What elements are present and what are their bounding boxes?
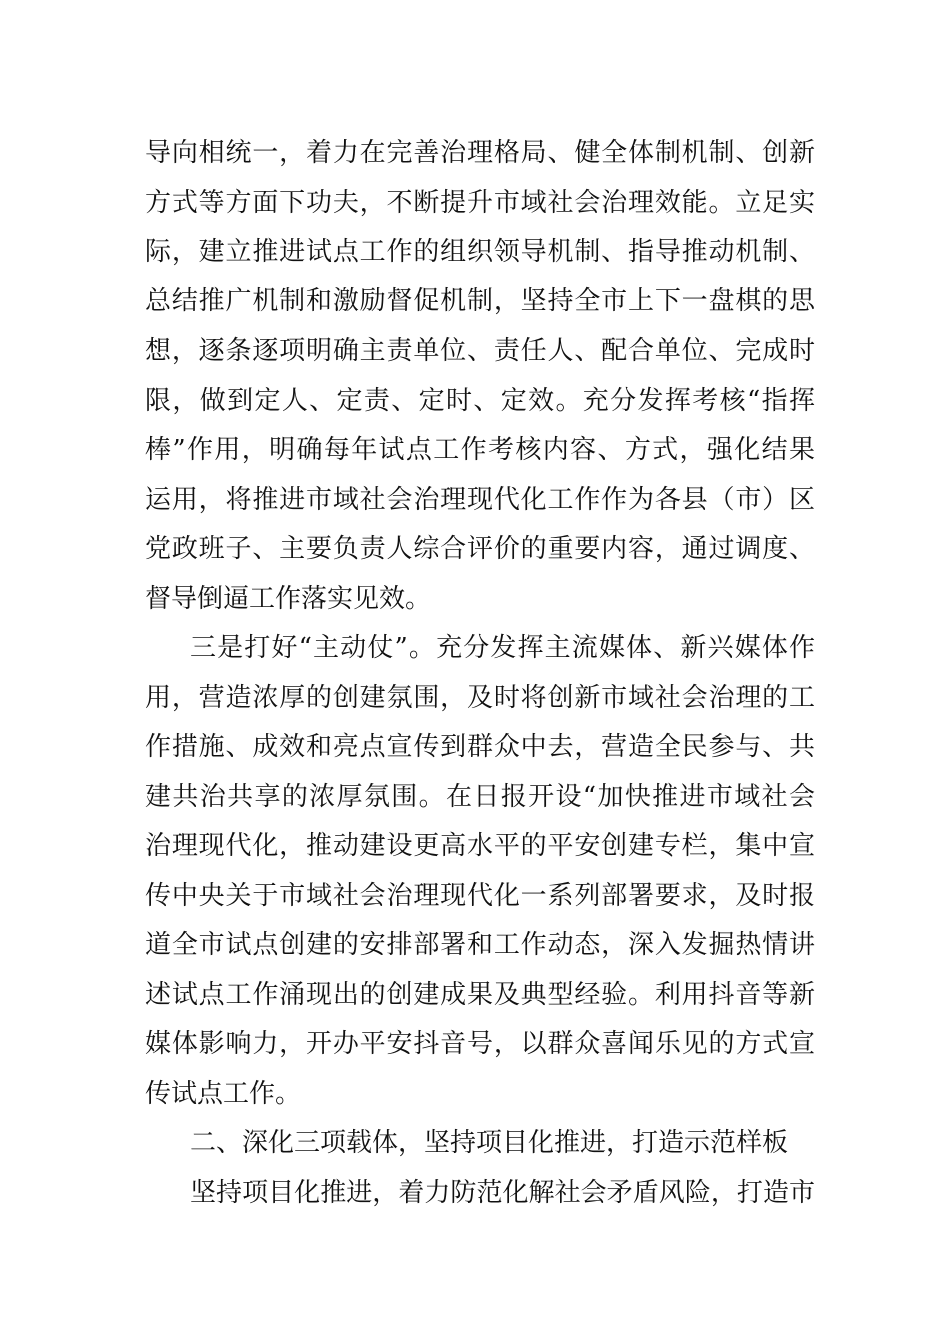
text-line: 导向相统一，着力在完善治理格局、健全体制机制、创新 xyxy=(145,138,815,168)
section-heading: 二、深化三项载体，坚持项目化推进，打造示范样板 xyxy=(190,1128,789,1158)
text-line: 述试点工作涌现出的创建成果及典型经验。利用抖音等新 xyxy=(145,980,815,1010)
text-line: 督导倒逼工作落实见效。 xyxy=(145,584,432,614)
text-line: 建共治共享的浓厚氛围。在日报开设“加快推进市域社会 xyxy=(145,782,815,812)
paragraph-first-line: 坚持项目化推进，着力防范化解社会矛盾风险，打造市 xyxy=(190,1178,815,1208)
text-line: 棒”作用，明确每年试点工作考核内容、方式，强化结果 xyxy=(145,435,815,465)
text-line: 想，逐条逐项明确主责单位、责任人、配合单位、完成时 xyxy=(145,336,815,366)
text-line: 传试点工作。 xyxy=(145,1079,302,1109)
text-line: 总结推广机制和激励督促机制，坚持全市上下一盘棋的思 xyxy=(145,286,815,316)
text-line: 用，营造浓厚的创建氛围，及时将创新市域社会治理的工 xyxy=(145,683,815,713)
text-line: 传中央关于市域社会治理现代化一系列部署要求，及时报 xyxy=(145,881,815,911)
paragraph-first-line: 三是打好“主动仗”。充分发挥主流媒体、新兴媒体作 xyxy=(190,633,815,663)
text-line: 党政班子、主要负责人综合评价的重要内容，通过调度、 xyxy=(145,534,815,564)
text-line: 运用，将推进市域社会治理现代化工作作为各县（市）区 xyxy=(145,485,815,515)
text-line: 道全市试点创建的安排部署和工作动态，深入发掘热情讲 xyxy=(145,930,815,960)
text-line: 治理现代化，推动建设更高水平的平安创建专栏，集中宣 xyxy=(145,831,815,861)
text-line: 作措施、成效和亮点宣传到群众中去，营造全民参与、共 xyxy=(145,732,815,762)
text-line: 际，建立推进试点工作的组织领导机制、指导推动机制、 xyxy=(145,237,815,267)
text-line: 限，做到定人、定责、定时、定效。充分发挥考核“指挥 xyxy=(145,386,815,416)
text-line: 方式等方面下功夫，不断提升市域社会治理效能。立足实 xyxy=(145,188,815,218)
text-line: 媒体影响力，开办平安抖音号，以群众喜闻乐见的方式宣 xyxy=(145,1029,815,1059)
